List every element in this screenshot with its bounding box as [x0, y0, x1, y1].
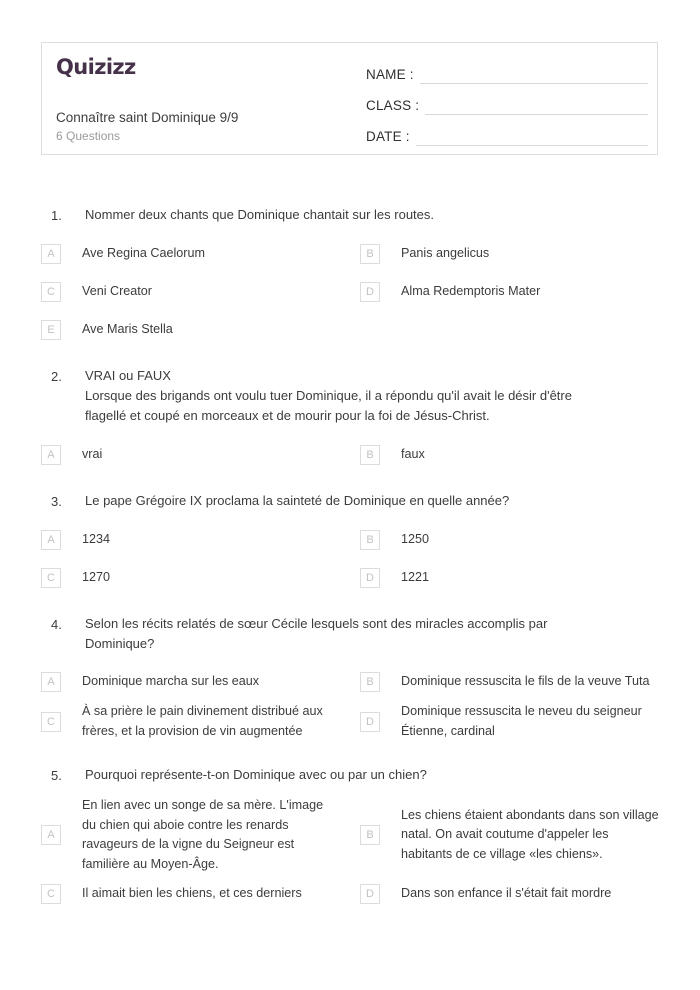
question-spacer: [41, 475, 661, 491]
option-text: faux: [401, 446, 425, 461]
option-letter-box: C: [41, 884, 61, 904]
options-3: [41, 522, 661, 598]
question-text-5: [85, 765, 650, 785]
option-1-b[interactable]: [351, 236, 661, 272]
question-spacer: [41, 598, 661, 614]
question-number-1: 1.: [51, 208, 62, 223]
option-text: vrai: [82, 446, 103, 461]
question-spacer: [41, 350, 661, 366]
question-text-line: VRAI ou FAUX: [85, 368, 171, 384]
question-heading-1: [41, 205, 661, 226]
question-block-1: [41, 205, 661, 350]
option-letter-box: A: [41, 445, 61, 465]
option-3-a[interactable]: [41, 522, 351, 558]
option-4-d[interactable]: [351, 702, 661, 741]
quizizz-logo: Quizizz: [56, 55, 136, 79]
name-field-input[interactable]: [420, 66, 648, 84]
question-text-line: Selon les récits relatés de sœur Cécile lesquels sont des miracles accomplis par: [85, 615, 548, 631]
option-text: Panis angelicus: [401, 246, 490, 261]
question-text-line: Pourquoi représente-t-on Dominique avec ou par un chien?: [85, 767, 427, 783]
option-letter-box: B: [360, 244, 380, 264]
option-4-a[interactable]: [41, 664, 351, 700]
option-text: 1234: [82, 531, 111, 546]
question-number-5: 5.: [51, 768, 62, 784]
option-letter-box: D: [360, 568, 380, 588]
question-heading-5: [41, 765, 661, 786]
option-letter-box: C: [41, 712, 61, 732]
option-2-b[interactable]: [351, 437, 661, 473]
option-text: En lien avec un songe de sa mère. L'image du chien qui aboie contre les renards ravageurs de la vigne du Seigneur est familière au Moyen-Âge.: [82, 798, 324, 871]
option-text: Dominique ressuscita le fils de la veuve Tuta: [401, 674, 650, 689]
option-text: Dominique marcha sur les eaux: [82, 674, 260, 689]
option-letter-box: C: [41, 568, 61, 588]
questions-list: [41, 205, 661, 914]
option-1-c[interactable]: [41, 274, 351, 310]
option-letter-box: D: [360, 282, 380, 302]
question-block-3: [41, 491, 661, 598]
option-letter-box: B: [360, 530, 380, 550]
option-letter-box: E: [41, 320, 61, 340]
question-number-2: 2.: [51, 369, 62, 385]
option-letter-box: A: [41, 825, 61, 845]
option-1-d[interactable]: [351, 274, 661, 310]
worksheet-header-card: [41, 42, 658, 155]
option-text: Il aimait bien les chiens, et ces derniers: [82, 886, 302, 901]
option-letter-box: B: [360, 672, 380, 692]
question-text-2: [85, 366, 650, 426]
question-text-line: Nommer deux chants que Dominique chantait sur les routes.: [85, 207, 435, 222]
option-letter-box: D: [360, 884, 380, 904]
option-text: 1250: [401, 531, 430, 546]
question-heading-4: [41, 614, 661, 654]
question-number-4: 4.: [51, 616, 62, 632]
option-5-b[interactable]: [351, 796, 661, 874]
option-text: Les chiens étaient abondants dans son village natal. On avait coutume d'appeler les habitants de ce village «les chiens».: [401, 807, 659, 861]
question-text-1: [85, 205, 650, 225]
option-letter-box: C: [41, 282, 61, 302]
question-text-line: Le pape Grégoire IX proclama la sainteté de Dominique en quelle année?: [85, 492, 510, 508]
question-spacer: [41, 743, 661, 765]
option-letter-box: B: [360, 825, 380, 845]
question-text-4: [85, 614, 650, 654]
question-heading-2: [41, 366, 661, 426]
date-field-input[interactable]: [416, 128, 648, 146]
option-text: Dans son enfance il s'était fait mordre: [401, 886, 612, 901]
option-5-a[interactable]: [41, 796, 351, 874]
option-2-a[interactable]: [41, 437, 351, 473]
option-text: Ave Regina Caelorum: [82, 246, 205, 261]
option-4-b[interactable]: [351, 664, 661, 700]
name-field-label: NAME :: [366, 67, 414, 82]
date-field-label: DATE :: [366, 129, 410, 144]
question-text-line: Dominique?: [85, 635, 155, 651]
option-1-a[interactable]: [41, 236, 351, 272]
option-3-d[interactable]: [351, 560, 661, 596]
option-text: À sa prière le pain divinement distribué aux frères, et la provision de vin augmentée: [82, 703, 323, 738]
question-number-3: 3.: [51, 493, 62, 509]
option-text: 1270: [82, 569, 111, 584]
quiz-title: Connaître saint Dominique 9/9: [56, 110, 239, 125]
option-letter-box: A: [41, 244, 61, 264]
student-info-fields: [366, 56, 648, 149]
options-5: [41, 796, 661, 914]
header-left-column: [56, 53, 356, 145]
class-field-input[interactable]: [425, 97, 648, 115]
question-heading-3: [41, 491, 661, 512]
option-4-c[interactable]: [41, 702, 351, 741]
question-block-4: [41, 614, 661, 743]
option-text: Dominique ressuscita le neveu du seigneur Étienne, cardinal: [401, 703, 642, 738]
question-text-line: flagellé et coupé en morceaux et de mourir pour la foi de Jésus-Christ.: [85, 408, 490, 424]
options-1: [41, 236, 661, 350]
option-text: Veni Creator: [82, 284, 153, 299]
date-field-row: [366, 118, 648, 146]
class-field-label: CLASS :: [366, 98, 420, 113]
question-text-line: Lorsque des brigands ont voulu tuer Dominique, il a répondu qu'il avait le désir d'être: [85, 388, 572, 404]
option-text: Ave Maris Stella: [82, 322, 173, 337]
options-4: [41, 664, 661, 743]
option-letter-box: A: [41, 530, 61, 550]
question-text-3: [85, 491, 650, 511]
option-text: Alma Redemptoris Mater: [401, 284, 541, 299]
option-1-e[interactable]: [41, 312, 351, 348]
option-letter-box: B: [360, 445, 380, 465]
option-5-d[interactable]: [351, 876, 661, 912]
options-2: [41, 437, 661, 475]
option-text: 1221: [401, 569, 430, 584]
name-field-row: [366, 56, 648, 84]
question-block-5: [41, 765, 661, 914]
option-letter-box: D: [360, 712, 380, 732]
option-letter-box: A: [41, 672, 61, 692]
option-3-b[interactable]: [351, 522, 661, 558]
question-count-label: 6 Questions: [56, 129, 121, 144]
option-5-c[interactable]: [41, 876, 351, 912]
class-field-row: [366, 87, 648, 115]
option-3-c[interactable]: [41, 560, 351, 596]
question-block-2: [41, 366, 661, 474]
